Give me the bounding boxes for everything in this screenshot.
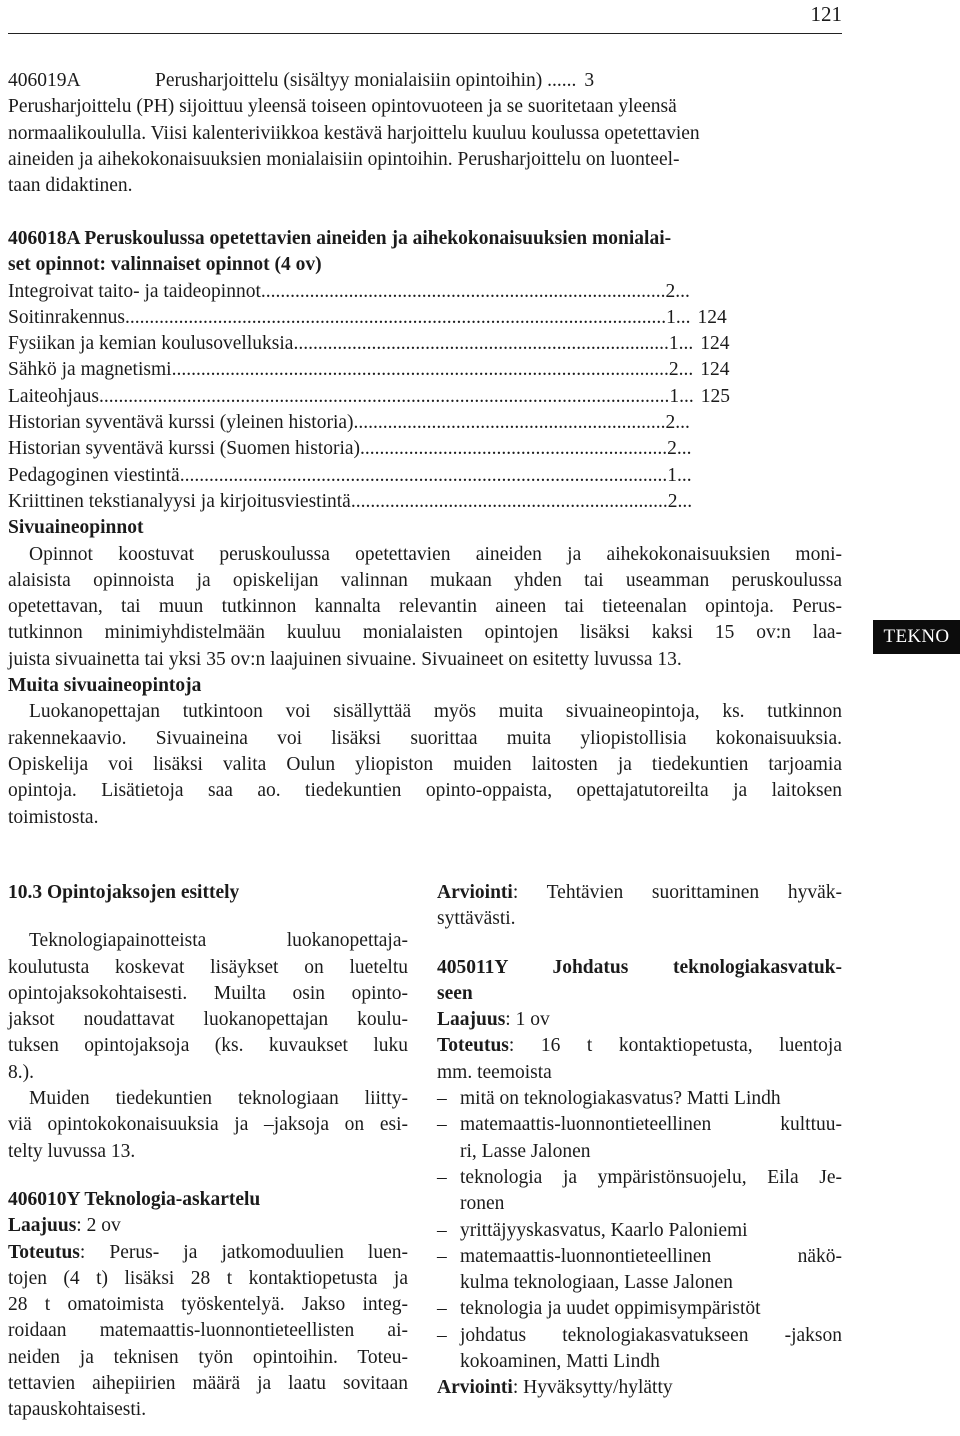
dot-leader: .................................................................	[350, 490, 668, 512]
course-list-row	[8, 357, 842, 383]
body-line: Luokanopettajan tutkintoon voi sisällyttää myös muita sivuaineopintoja, ks. tutkinnon	[29, 701, 842, 723]
course-list-row	[8, 489, 842, 515]
course-list-ov: 2	[665, 412, 676, 434]
body-line: juista sivuainetta tai yksi 35 ov:n laajuinen sivuaine. Sivuaineet on esitetty luvussa 13.	[8, 648, 682, 670]
muita-paragraph	[8, 699, 842, 830]
dot-leader: ...	[675, 412, 690, 434]
dot-leader: ...	[676, 464, 692, 486]
course-list-title: Integroivat taito- ja taideopinnot	[8, 280, 261, 302]
course-list-ov: 2	[667, 490, 678, 512]
theme-list-line: kokoaminen, Matti Lindh	[460, 1351, 660, 1373]
body-line: koulutusta koskevat lisäykset on lueteltu	[8, 956, 408, 978]
dash-bullet: –	[437, 1324, 447, 1346]
header-rule	[8, 33, 842, 34]
theme-list-item	[437, 1086, 842, 1112]
body-line: tuksen opintojaksoja (ks. kuvaukset luku	[8, 1035, 408, 1057]
section-heading: 406018A Peruskoulussa opetettavien aineiden ja aihekokonaisuuksien monialai-	[8, 228, 672, 249]
course-list-title: Kriittinen tekstianalyysi ja kirjoitusviestintä	[8, 490, 351, 512]
theme-list-line: kulma teknologiaan, Lasse Jalonen	[460, 1272, 733, 1294]
course-heading: 406010Y Teknologia-askartelu	[8, 1188, 261, 1210]
theme-list-item	[437, 1165, 842, 1218]
theme-list-line: matemaattis-luonnontieteellinen näkö-	[460, 1245, 842, 1267]
course-list-ov: 1	[668, 333, 679, 355]
left-column	[8, 880, 408, 1424]
dash-bullet: –	[437, 1114, 447, 1136]
theme-list-line: mitä on teknologiakasvatus? Matti Lindh	[460, 1088, 781, 1110]
body-line: mm. teemoista	[437, 1061, 552, 1083]
body-line: Opinnot koostuvat peruskoulussa opetettavien aineiden ja aihekokonaisuuksien moni-	[29, 543, 842, 565]
body-line: rakennekaavio. Sivuaineina voi lisäksi suorittaa muita yliopistollisia kokonaisuuksia.	[8, 727, 842, 749]
course-list-title: Historian syventävä kurssi (Suomen historia)	[8, 438, 361, 460]
body-line: jaksot noudattavat luokanopettajan koulu-	[8, 1009, 408, 1031]
theme-list-line: teknologia ja ympäristönsuojelu, Eila Je-	[460, 1166, 842, 1188]
body-line: opintojaksokohtaisesti. Muilta osin opinto-	[8, 982, 408, 1004]
course-list-ov: 1	[669, 385, 680, 407]
course-credits: 3	[584, 70, 595, 91]
body-line: Perusharjoittelu (PH) sijoittuu yleensä toiseen opintovuoteen ja se suoritetaan yleensä	[8, 96, 677, 118]
dot-leader: ...............................................................	[360, 438, 668, 460]
arviointi-line: Arviointi: Hyväksytty/hylätty	[437, 1377, 673, 1399]
course-title-line	[8, 68, 842, 94]
dash-bullet: –	[437, 1219, 447, 1241]
dot-leader: ......................................................................................................	[171, 359, 669, 381]
course-list-title: Historian syventävä kurssi (yleinen historia)	[8, 412, 354, 434]
course-list-title: Soitinrakennus	[8, 306, 125, 328]
body-line: Muiden tiedekuntien teknologiaan liitty-	[29, 1088, 408, 1110]
course-list-title: Sähkö ja magnetismi	[8, 359, 172, 381]
course-list-row	[8, 463, 842, 489]
course-list-page: 124	[697, 306, 727, 328]
body-line: taan didaktinen.	[8, 175, 133, 197]
course-list-title: Laiteohjaus	[8, 385, 99, 407]
page-number: 121	[810, 2, 842, 26]
dash-bullet: –	[437, 1088, 447, 1110]
dot-leader: ...................................................................................	[260, 280, 666, 302]
theme-list-line: johdatus teknologiakasvatukseen -jakson	[460, 1324, 842, 1346]
dot-leader: ....................................................................................................	[179, 464, 668, 486]
theme-list-item	[437, 1112, 842, 1165]
body-line: tojen (4 t) lisäksi 28 t kontaktiopetusta ja	[8, 1267, 408, 1289]
course-list-row	[8, 436, 842, 462]
dash-bullet: –	[437, 1298, 447, 1320]
course-list-page: 125	[700, 385, 730, 407]
body-line: opintoja. Lisätietoja saa ao. tiedekuntien opinto-oppaista, opettajatutoreilta ja laitoksen	[8, 780, 842, 802]
sivuaine-paragraph	[8, 542, 842, 673]
course-list-row	[8, 410, 842, 436]
right-column	[437, 880, 842, 1402]
theme-list-item	[437, 1296, 842, 1322]
dot-leader: ...	[676, 438, 692, 460]
course-list-row	[8, 279, 842, 305]
toteutus-paragraph: Toteutus: Perus- ja jatkomoduulien luen- tojen (4 t) lisäksi 28 t kontaktiopetusta ja 28 t omatoimista työskentelyä. Jakso integ- roidaan matemaattis-luonnontieteellisten ai- neiden ja teknisen työn opintoihin. Toteu- tettavien aihepiirien määrä ja laatu sovitaan tapauskohtaisesti.	[8, 1240, 408, 1424]
dot-leader: ...	[678, 333, 694, 355]
course-list-ov: 2	[668, 359, 679, 381]
course-list	[8, 279, 842, 516]
body-line: normaalikoululla. Viisi kalenteriviikkoa kestävä harjoittelu kuuluu koulussa opetettavien	[8, 122, 700, 144]
dash-bullet: –	[437, 1166, 447, 1188]
theme-list-line: teknologia ja uudet oppimisympäristöt	[460, 1298, 761, 1320]
dot-leader: ...	[677, 490, 693, 512]
theme-list-line: ri, Lasse Jalonen	[460, 1140, 591, 1162]
course-list-ov: 1	[667, 464, 677, 486]
theme-list	[437, 1086, 842, 1375]
course-list-title: Fysiikan ja kemian koulusovelluksia	[8, 333, 294, 355]
arviointi-paragraph: Arviointi: Tehtävien suorittaminen hyväk- syttävästi.	[437, 880, 842, 933]
course-list-row	[8, 384, 842, 410]
body-line: alaisista opinnoista ja opiskelijan valinnan mukaan yhden tai useamman peruskoulussa	[8, 569, 842, 591]
body-line: aineiden ja aihekokonaisuuksien monialaisiin opintoihin. Perusharjoittelu on luonteel-	[8, 148, 680, 170]
intro-paragraph	[8, 928, 408, 1086]
section-perusharjoittelu	[8, 68, 842, 199]
course-list-ov: 1	[666, 306, 676, 328]
section-valinnaiset	[8, 226, 842, 831]
course-list-page: 124	[700, 359, 730, 381]
course-code: 406019A	[8, 70, 81, 91]
body-line: roidaan matemaattis-luonnontieteellisten ai-	[8, 1320, 408, 1342]
dot-leader: ...	[679, 385, 694, 407]
dot-leader: ...............................................................................................................	[125, 306, 667, 328]
section-heading: 10.3 Opintojaksojen esittely	[8, 882, 240, 903]
body-line: telty luvussa 13.	[8, 1140, 136, 1162]
body-line: 8.).	[8, 1061, 34, 1083]
dot-leader: ...	[675, 280, 690, 302]
body-line: viä opintokokonaisuuksia ja –jaksoja on esi-	[8, 1114, 408, 1136]
dot-leader: ...	[675, 306, 691, 328]
theme-list-line: ronen	[460, 1193, 505, 1215]
body-line: tapauskohtaisesti.	[8, 1399, 147, 1421]
toteutus-paragraph: Toteutus: 16 t kontaktiopetusta, luentoja mm. teemoista	[437, 1033, 842, 1086]
course-title: Perusharjoittelu (sisältyy monialaisiin opintoihin) ......	[155, 70, 577, 91]
course-list-page: 124	[700, 333, 730, 355]
section-heading: set opinnot: valinnaiset opinnot (4 ov)	[8, 254, 322, 276]
body-line: syttävästi.	[437, 908, 516, 930]
dot-leader: ................................................................	[353, 412, 666, 434]
dot-leader: .............................................................................	[293, 333, 669, 355]
dot-leader: .....................................................................................................................	[98, 385, 670, 407]
sivuaine-heading: Sivuaineopinnot	[8, 517, 144, 539]
dash-bullet: –	[437, 1245, 447, 1267]
theme-list-item	[437, 1218, 842, 1244]
body-line: Teknologiapainotteista luokanopettaja-	[29, 930, 408, 952]
theme-list-item	[437, 1323, 842, 1376]
laajuus-line: Laajuus: 1 ov	[437, 1009, 550, 1031]
course-list-ov: 2	[667, 438, 677, 460]
body-line: tettavien aihepiirien määrä ja laatu sovitaan	[8, 1373, 408, 1395]
theme-list-line: yrittäjyyskasvatus, Kaarlo Paloniemi	[460, 1219, 748, 1241]
course-heading: 405011Y Johdatus teknologiakasvatuk- seen	[437, 956, 842, 1004]
side-tab-tekno: TEKNO	[873, 620, 960, 654]
body-line: Opiskelija voi lisäksi valita Oulun yliopiston muiden laitosten ja tiedekuntien tarjoamia	[8, 753, 842, 775]
body-line: opetettavan, tai muun tutkinnon kannalta relevantin aineen tai tieteenalan opintoja. Perus-	[8, 596, 842, 618]
body-line: neiden ja teknisen työn opintoihin. Toteu-	[8, 1346, 408, 1368]
course-list-ov: 2	[665, 280, 676, 302]
intro-paragraph	[8, 1086, 408, 1165]
body-line: 28 t omatoimista työskentelyä. Jakso integ-	[8, 1294, 408, 1316]
dot-leader: ...	[678, 359, 694, 381]
body-line: tutkinnon minimiyhdistelmään kuuluu monialaisten opintojen lisäksi kaksi 15 ov:n laa-	[8, 622, 842, 644]
course-list-row	[8, 331, 842, 357]
laajuus-line: Laajuus: 2 ov	[8, 1215, 121, 1237]
theme-list-line: matemaattis-luonnontieteellinen kulttuu-	[460, 1114, 842, 1136]
body-line: toimistosta.	[8, 806, 99, 828]
course-list-title: Pedagoginen viestintä	[8, 464, 180, 486]
muita-heading: Muita sivuaineopintoja	[8, 675, 202, 697]
theme-list-item	[437, 1244, 842, 1297]
course-list-row	[8, 305, 842, 331]
